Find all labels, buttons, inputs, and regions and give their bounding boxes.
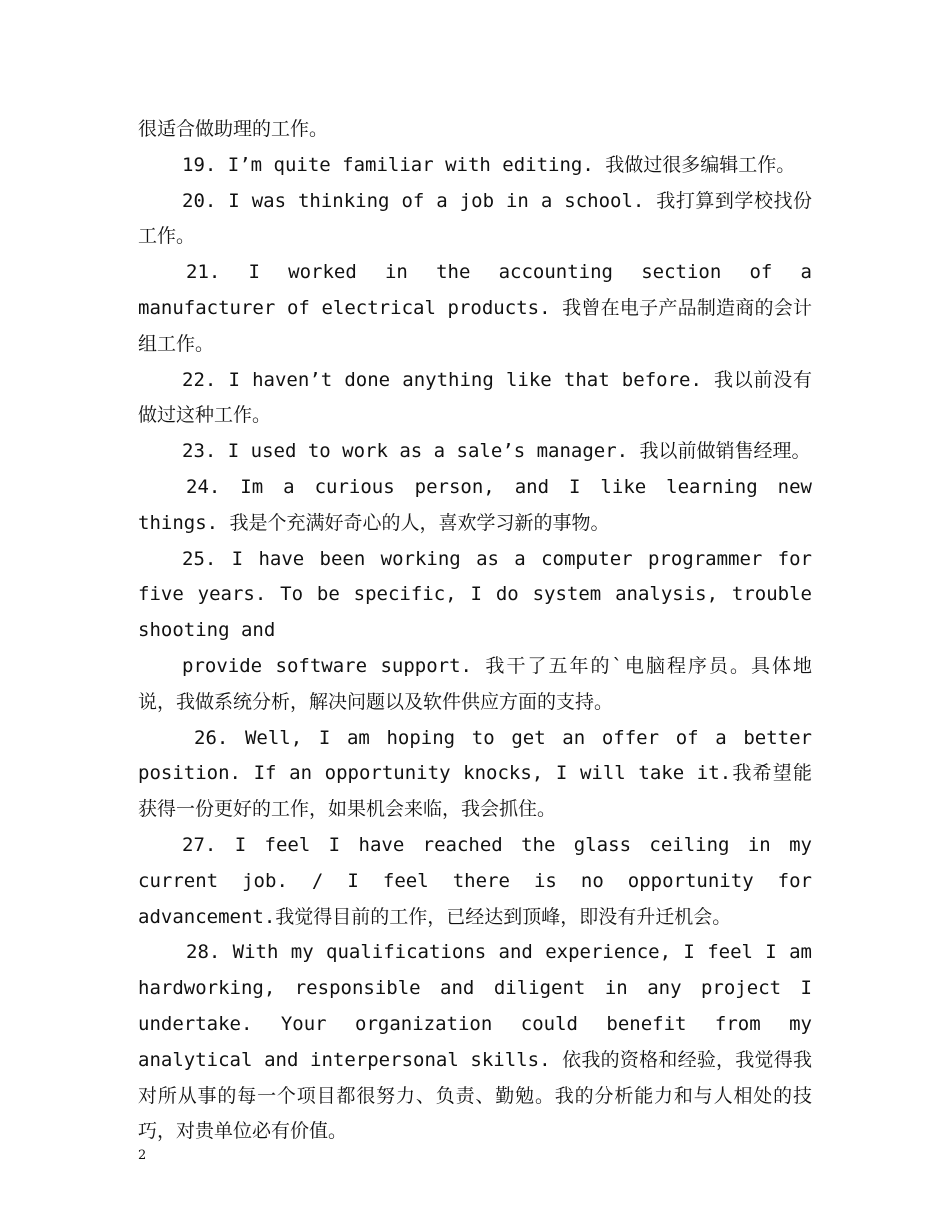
paragraph-item-26: 26. Well, I am hoping to get an offer of a better position. If an opportunity knocks, I will take it.我希望能获得一份更好的工作，如果机会来临，我会抓住。 bbox=[138, 726, 812, 821]
paragraph-item-28: 28. With my qualifications and experience, I feel I am hardworking, responsible and diligent in any project I undertake. Your organization could benefit from my analytical and interpersonal skills. 依我的资格和经验，我觉得我对所从事的每一个项目都很努力、负责、勤勉。我的分析能力和与人相处的技巧，对贵单位必有价值。 bbox=[138, 941, 812, 1143]
page-number: 2 bbox=[138, 1148, 147, 1163]
paragraph-item-27: 27. I feel I have reached the glass ceiling in my current job. / I feel there is no opportunity for advancement.我觉得目前的工作，已经达到顶峰，即没有升迁机会。 bbox=[138, 833, 812, 928]
paragraph-continuation: 很适合做助理的工作。 bbox=[138, 118, 329, 140]
paragraph-item-21: 21. I worked in the accounting section of a manufacturer of electrical products. 我曾在电子产品制造商的会计组工作。 bbox=[138, 261, 812, 355]
document-body bbox=[138, 112, 812, 1150]
paragraph-item-19: 19. I’m quite familiar with editing. 我做过很多编辑工作。 bbox=[182, 153, 796, 176]
paragraph-item-24: 24. Im a curious person, and I like learning new things. 我是个充满好奇心的人，喜欢学习新的事物。 bbox=[138, 475, 812, 534]
paragraph-item-25: 25. I have been working as a computer programmer for five years. To be specific, I do system analysis, trouble shooting and bbox=[138, 547, 812, 642]
paragraph-item-25-continued: provide software support. 我干了五年的`电脑程序员。具体地说，我做系统分析，解决问题以及软件供应方面的支持。 bbox=[138, 654, 812, 713]
paragraph-item-22: 22. I haven’t done anything like that before. 我以前没有做过这种工作。 bbox=[138, 368, 812, 427]
paragraph-item-20: 20. I was thinking of a job in a school. 我打算到学校找份工作。 bbox=[138, 189, 812, 248]
paragraph-item-23: 23. I used to work as a sale’s manager. 我以前做销售经理。 bbox=[182, 440, 811, 463]
